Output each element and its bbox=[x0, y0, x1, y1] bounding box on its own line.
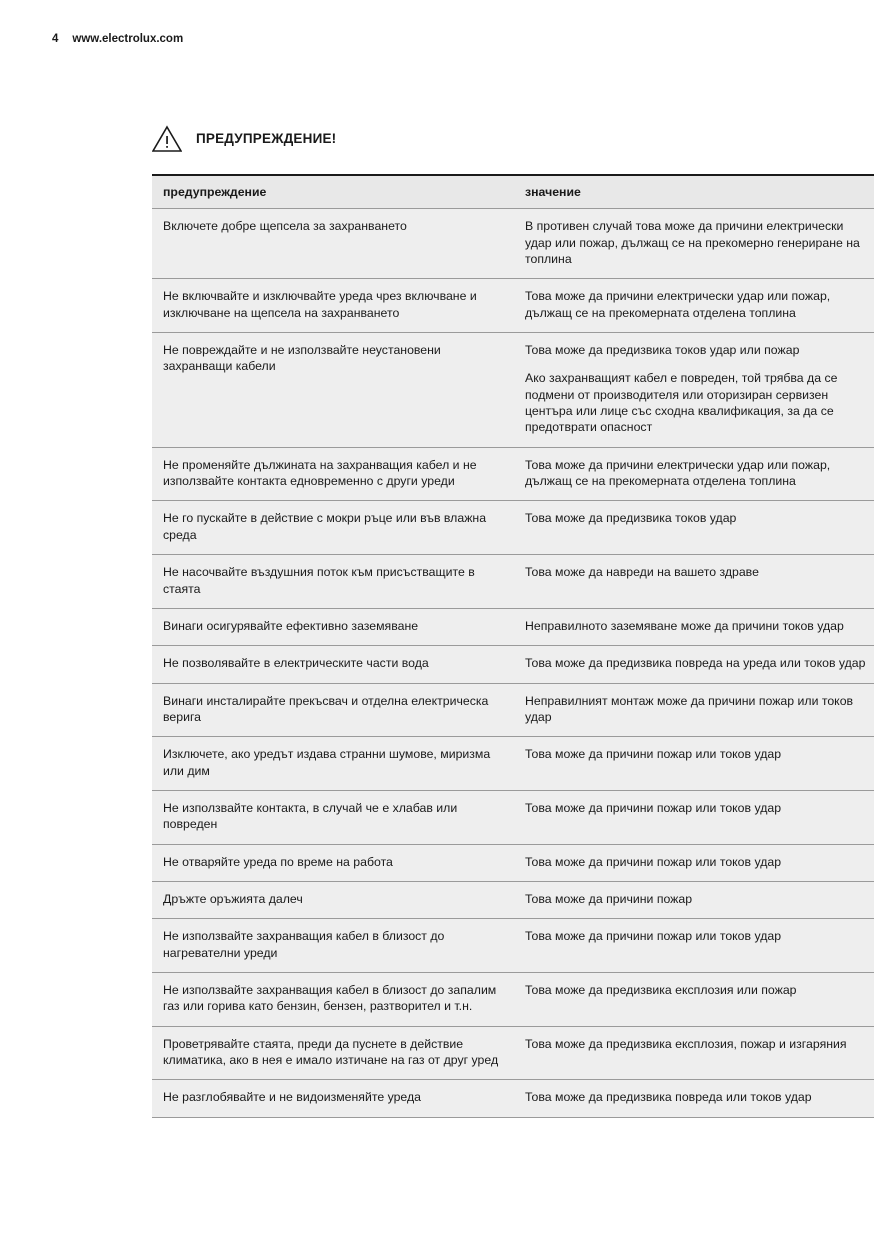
cell-meaning bbox=[514, 844, 874, 881]
cell-meaning bbox=[514, 919, 874, 973]
cell-warning-text: Проветрявайте стаята, преди да пуснете в действие климатика, ако в нея е имало изтичане на газ от друг уред bbox=[163, 1036, 499, 1067]
table-head bbox=[152, 175, 874, 209]
cell-meaning bbox=[514, 972, 874, 1026]
cell-meaning-text: Неправилният монтаж може да причини пожар или токов удар bbox=[525, 693, 854, 724]
cell-warning-text: Не използвайте захранващия кабел в близост до запалим газ или горива като бензин, бензен, разтворител и т.н. bbox=[163, 982, 497, 1014]
cell-warning bbox=[152, 555, 514, 609]
table-row bbox=[152, 919, 874, 973]
cell-warning-text: Не го пускайте в действие с мокри ръце или във влажна среда bbox=[163, 511, 487, 542]
table-row bbox=[152, 683, 874, 737]
table-row bbox=[152, 972, 874, 1026]
table-row bbox=[152, 333, 874, 448]
table-row bbox=[152, 501, 874, 555]
cell-meaning-text: В противен случай това може да причини електрически удар или пожар, дължащ се на прекомерно генериране на топлина bbox=[525, 219, 860, 267]
page-content bbox=[152, 122, 866, 1118]
warnings-table bbox=[152, 174, 874, 1118]
column-header-meaning: значение bbox=[514, 175, 874, 209]
cell-warning-text: Не отваряйте уреда по време на работа bbox=[163, 854, 393, 869]
cell-warning-text: Не променяйте дължината на захранващия кабел и не използвайте контакта едновременно с други уреди bbox=[163, 457, 477, 489]
cell-warning-text: Включете добре щепсела за захранването bbox=[163, 219, 407, 234]
cell-warning bbox=[152, 646, 514, 683]
table-row bbox=[152, 881, 874, 918]
cell-meaning-text: Това може да предизвика токов удар или пожар bbox=[525, 343, 800, 358]
cell-meaning bbox=[514, 1080, 874, 1117]
cell-warning-text: Изключете, ако уредът издава странни шумове, миризма или дим bbox=[163, 747, 491, 778]
table-body bbox=[152, 209, 874, 1117]
table-row bbox=[152, 646, 874, 683]
site-url: www.electrolux.com bbox=[72, 33, 184, 45]
cell-warning bbox=[152, 333, 514, 448]
table-row bbox=[152, 447, 874, 501]
cell-meaning bbox=[514, 555, 874, 609]
cell-warning-text: Не използвайте захранващия кабел в близост до нагревателни уреди bbox=[163, 929, 445, 960]
cell-meaning bbox=[514, 209, 874, 279]
column-header-warning: предупреждение bbox=[152, 175, 514, 209]
cell-warning bbox=[152, 279, 514, 333]
cell-meaning bbox=[514, 1026, 874, 1080]
cell-meaning-text: Това може да навреди на вашето здраве bbox=[525, 565, 759, 580]
cell-meaning-text: Това може да причини електрически удар или пожар, дължащ се на прекомерната отделена топлина bbox=[525, 289, 831, 320]
table-row bbox=[152, 209, 874, 279]
cell-warning bbox=[152, 608, 514, 645]
cell-meaning-text: Това може да причини пожар или токов удар bbox=[525, 747, 782, 762]
cell-meaning bbox=[514, 737, 874, 791]
cell-warning bbox=[152, 1026, 514, 1080]
cell-meaning-text: Това може да предизвика експлозия, пожар и изгаряния bbox=[525, 1036, 847, 1051]
table-row bbox=[152, 844, 874, 881]
cell-meaning bbox=[514, 790, 874, 844]
cell-warning bbox=[152, 881, 514, 918]
table-row bbox=[152, 555, 874, 609]
cell-warning bbox=[152, 683, 514, 737]
cell-warning bbox=[152, 1080, 514, 1117]
cell-meaning-text: Това може да причини електрически удар или пожар, дължащ се на прекомерната отделена топлина bbox=[525, 457, 831, 489]
cell-warning bbox=[152, 844, 514, 881]
cell-meaning-text: Това може да причини пожар или токов удар bbox=[525, 800, 782, 815]
warning-title: ПРЕДУПРЕЖДЕНИЕ! bbox=[196, 130, 337, 146]
table-row bbox=[152, 608, 874, 645]
table-row bbox=[152, 1080, 874, 1117]
cell-warning bbox=[152, 790, 514, 844]
cell-warning-text: Не повреждайте и не използвайте неустановени захранващи кабели bbox=[163, 343, 441, 374]
cell-meaning bbox=[514, 683, 874, 737]
cell-warning bbox=[152, 209, 514, 279]
cell-warning bbox=[152, 737, 514, 791]
table-row bbox=[152, 279, 874, 333]
cell-meaning bbox=[514, 279, 874, 333]
cell-meaning bbox=[514, 646, 874, 683]
cell-meaning-text: Това може да предизвика повреда или токов удар bbox=[525, 1090, 812, 1105]
cell-meaning-text: Ако захранващият кабел е повреден, той трябва да се подмени от производителя или оторизиран сервизен центъра или лице със сходна квалификация, за да се предотврати опасност bbox=[525, 371, 838, 435]
cell-warning-text: Не използвайте контакта, в случай че е хлабав или повреден bbox=[163, 800, 458, 832]
cell-warning bbox=[152, 501, 514, 555]
cell-warning-text: Не включвайте и изключвайте уреда чрез включване и изключване на щепсела на захранването bbox=[163, 289, 477, 320]
cell-warning bbox=[152, 972, 514, 1026]
cell-meaning-text: Това може да предизвика токов удар bbox=[525, 511, 737, 526]
cell-meaning-text: Това може да причини пожар или токов удар bbox=[525, 929, 782, 944]
warning-triangle-icon bbox=[152, 125, 182, 152]
cell-meaning bbox=[514, 447, 874, 501]
cell-meaning bbox=[514, 501, 874, 555]
table-row bbox=[152, 737, 874, 791]
cell-warning-text: Не насочвайте въздушния поток към присъстващите в стаята bbox=[163, 565, 475, 596]
table-row bbox=[152, 1026, 874, 1080]
cell-meaning bbox=[514, 881, 874, 918]
table-header-row bbox=[152, 175, 874, 209]
cell-meaning bbox=[514, 333, 874, 448]
cell-warning-text: Дръжте оръжията далеч bbox=[163, 891, 303, 906]
cell-warning bbox=[152, 919, 514, 973]
page-number: 4 bbox=[52, 33, 59, 45]
cell-meaning-text: Това може да причини пожар bbox=[525, 891, 693, 906]
cell-warning-text: Не позволявайте в електрическите части вода bbox=[163, 656, 429, 671]
cell-warning-text: Винаги инсталирайте прекъсвач и отделна електрическа верига bbox=[163, 693, 489, 724]
cell-meaning-text: Това може да предизвика повреда на уреда или токов удар bbox=[525, 656, 866, 671]
cell-meaning bbox=[514, 608, 874, 645]
cell-meaning-text: Това може да предизвика експлозия или пожар bbox=[525, 982, 797, 997]
cell-warning-text: Винаги осигурявайте ефективно заземяване bbox=[163, 618, 419, 633]
page-header bbox=[52, 33, 183, 45]
cell-warning-text: Не разглобявайте и не видоизменяйте уреда bbox=[163, 1090, 422, 1105]
cell-meaning-text: Това може да причини пожар или токов удар bbox=[525, 854, 782, 869]
cell-warning bbox=[152, 447, 514, 501]
warning-heading bbox=[152, 122, 834, 154]
cell-meaning-text: Неправилното заземяване може да причини токов удар bbox=[525, 618, 844, 633]
table-row bbox=[152, 790, 874, 844]
